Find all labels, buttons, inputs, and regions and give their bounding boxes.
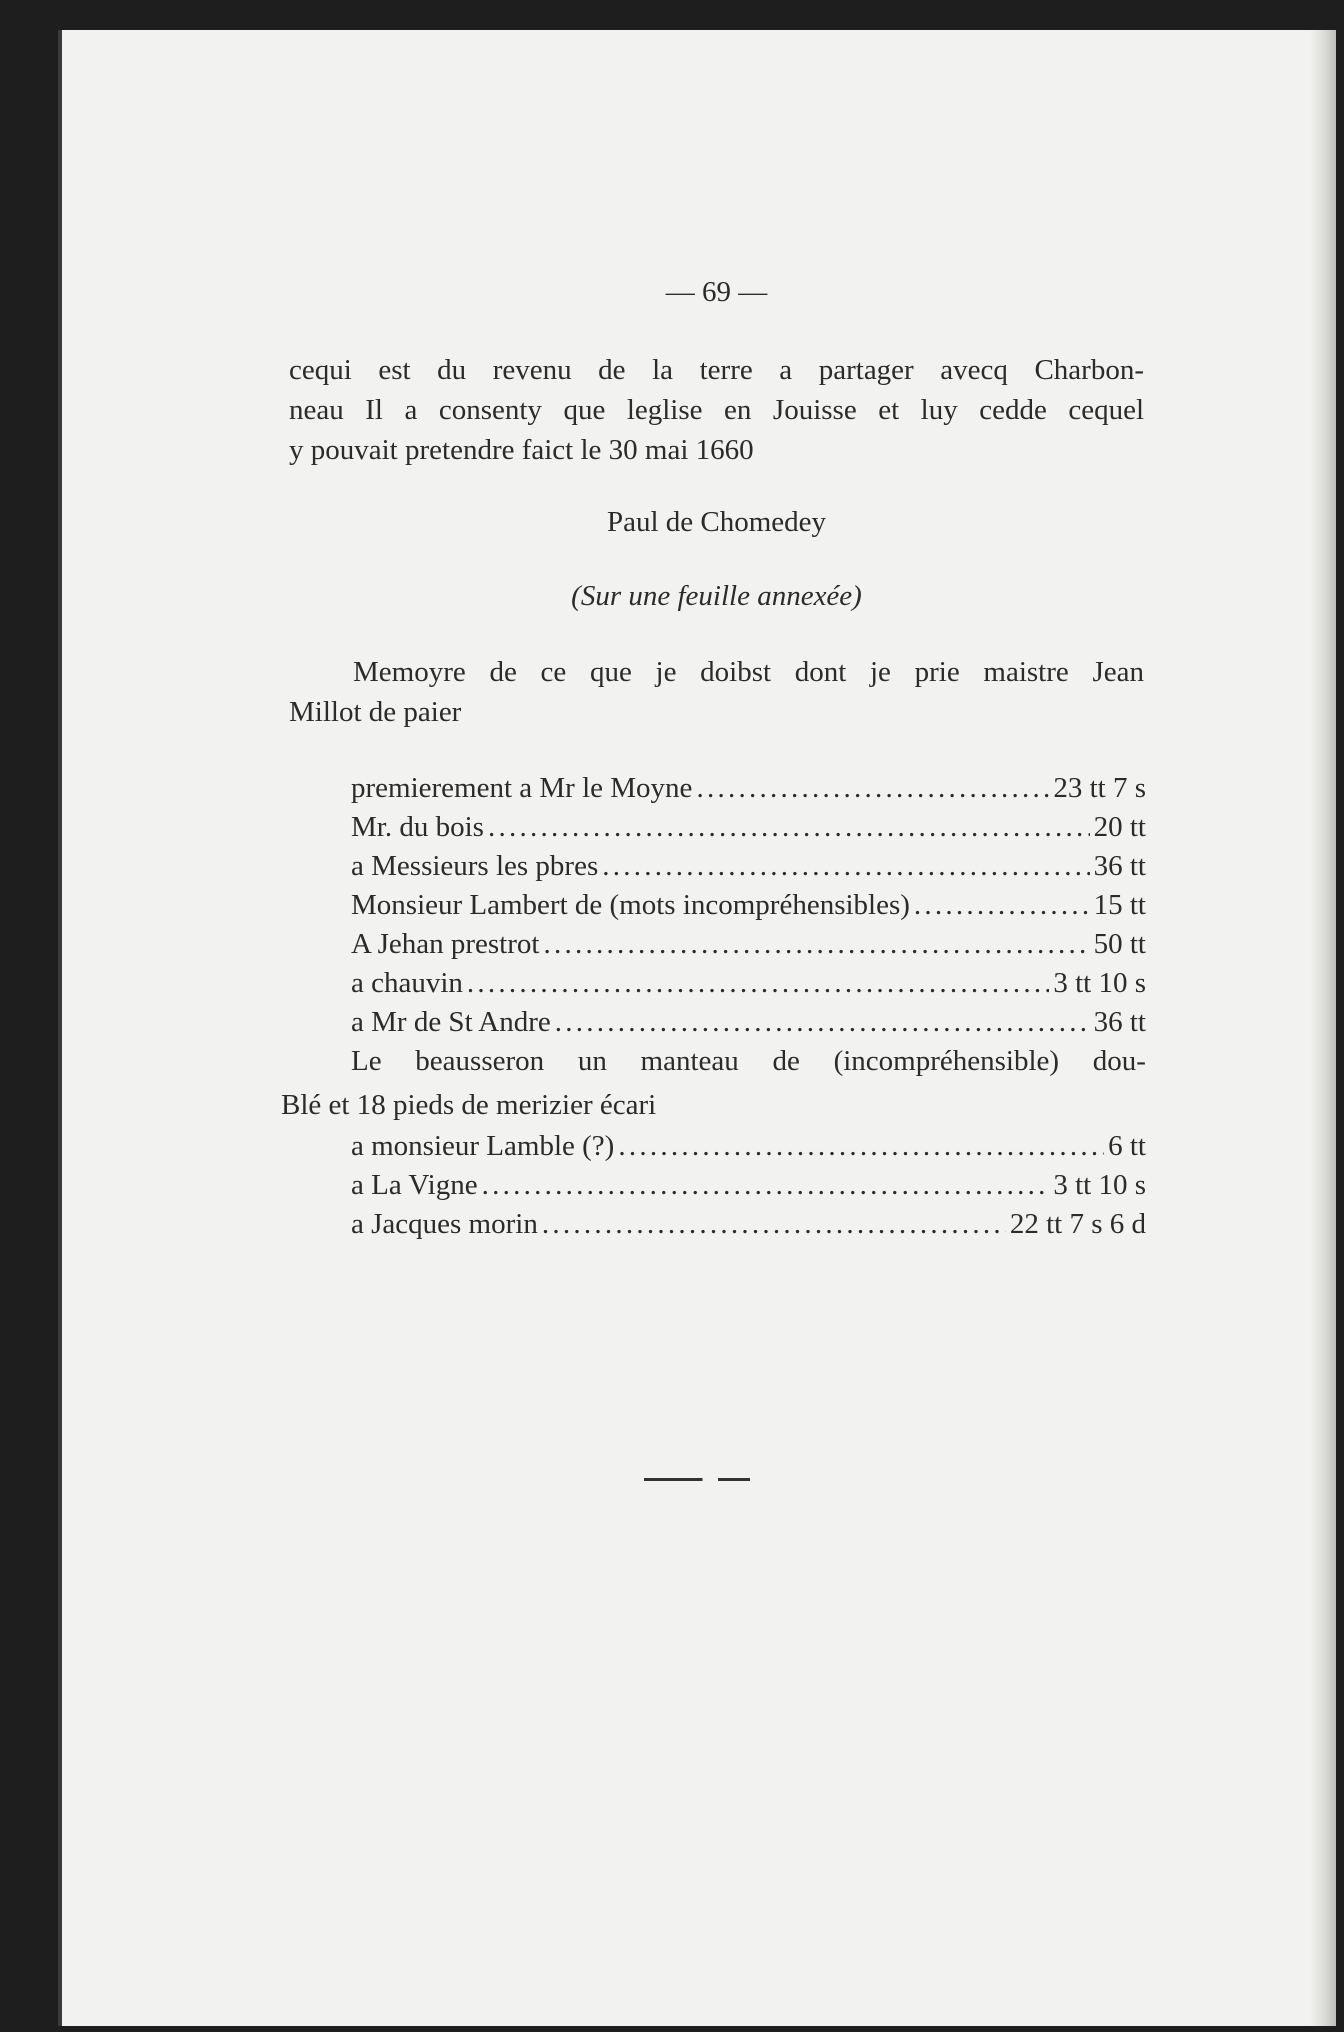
entry-amount: 23 tt 7 s xyxy=(1053,772,1146,804)
ledger-entry xyxy=(351,924,1146,963)
leader-dots xyxy=(467,963,1049,1003)
word: manteau xyxy=(640,1045,739,1077)
paragraph-line: y pouvait pretendre faict le 30 mai 1660 xyxy=(289,434,754,466)
entry-label: Mr. du bois xyxy=(351,811,484,843)
word: de xyxy=(772,1045,800,1077)
leader-dots xyxy=(543,924,1089,964)
memo-line: Memoyre de ce que je doibst dont je prie maistre Jean xyxy=(353,656,1144,688)
memo-heading xyxy=(289,652,1144,732)
word: beausseron xyxy=(415,1045,545,1077)
ledger-entry xyxy=(351,963,1146,1002)
entry-label: a Messieurs les pbres xyxy=(351,850,599,882)
ledger xyxy=(281,768,1146,1243)
leader-dots xyxy=(542,1204,1006,1244)
ledger-continuation-line: Blé et 18 pieds de merizier écari xyxy=(281,1089,657,1121)
ledger-entry xyxy=(351,1002,1146,1041)
entry-amount: 50 tt xyxy=(1093,928,1146,960)
leader-dots xyxy=(602,846,1089,886)
entry-amount: 6 tt xyxy=(1108,1130,1146,1162)
section-separator xyxy=(644,1478,750,1481)
book-page xyxy=(58,30,1336,2026)
ledger-entry xyxy=(351,1126,1146,1165)
entry-label: premierement a Mr le Moyne xyxy=(351,772,693,804)
ledger-entry xyxy=(351,846,1146,885)
leader-dots xyxy=(555,1002,1090,1042)
leader-dots xyxy=(914,885,1090,925)
ledger-entry xyxy=(351,885,1146,924)
entry-label: a Mr de St Andre xyxy=(351,1006,551,1038)
signature: Paul de Chomedey xyxy=(606,506,827,538)
ledger-entry xyxy=(351,1204,1146,1243)
entry-label: Monsieur Lambert de (mots incompréhensibles) xyxy=(351,889,910,921)
annex-note: (Sur une feuille annexée) xyxy=(571,580,862,612)
entry-amount: 36 tt xyxy=(1093,850,1146,882)
leader-dots xyxy=(488,807,1090,847)
entry-amount: 20 tt xyxy=(1093,811,1146,843)
entry-label: a chauvin xyxy=(351,967,463,999)
ledger-entry xyxy=(351,768,1146,807)
entry-label: a Jacques morin xyxy=(351,1208,538,1240)
word: (incompréhensible) xyxy=(833,1045,1060,1077)
ledger-wrap-line xyxy=(351,1041,1146,1080)
paragraph-line: neau Il a consenty que leglise en Jouisse et luy cedde cequel xyxy=(289,394,1144,426)
word: Le xyxy=(351,1045,382,1077)
ledger-entry xyxy=(351,807,1146,846)
leader-dots xyxy=(482,1165,1050,1205)
page-number: — 69 — xyxy=(665,276,768,308)
entry-amount: 36 tt xyxy=(1093,1006,1146,1038)
entry-amount: 3 tt 10 s xyxy=(1053,1169,1146,1201)
entry-label: a monsieur Lamble (?) xyxy=(351,1130,615,1162)
entry-amount: 22 tt 7 s 6 d xyxy=(1009,1208,1146,1240)
entry-label: a La Vigne xyxy=(351,1169,478,1201)
page-edge xyxy=(1310,30,1336,2026)
entry-amount: 15 tt xyxy=(1093,889,1146,921)
opening-paragraph xyxy=(289,350,1144,470)
ledger-entry xyxy=(351,1165,1146,1204)
leader-dots xyxy=(696,768,1049,808)
word: dou- xyxy=(1092,1045,1146,1077)
memo-line: Millot de paier xyxy=(289,696,462,728)
paragraph-line: cequi est du revenu de la terre a partager avecq Charbon- xyxy=(289,354,1144,386)
word: un xyxy=(577,1045,607,1077)
entry-label: A Jehan prestrot xyxy=(351,928,540,960)
leader-dots xyxy=(618,1126,1104,1166)
entry-amount: 3 tt 10 s xyxy=(1053,967,1146,999)
